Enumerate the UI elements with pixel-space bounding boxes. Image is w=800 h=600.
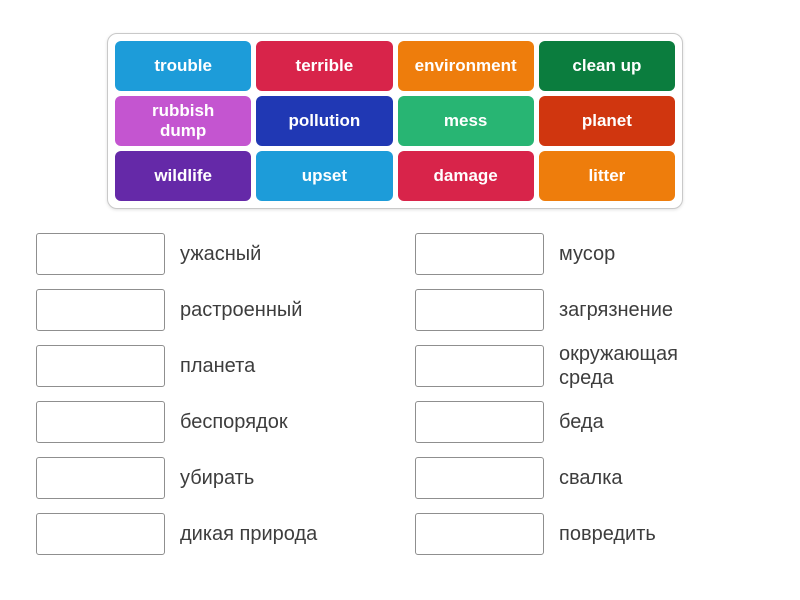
match-label: свалка [559, 467, 623, 489]
match-label: убирать [180, 467, 255, 489]
answer-slot[interactable] [36, 457, 165, 499]
match-row [36, 513, 317, 555]
word-tile[interactable]: environment [398, 41, 534, 91]
match-row [415, 345, 714, 387]
match-label: беда [559, 411, 604, 433]
word-tile[interactable]: clean up [539, 41, 675, 91]
match-row [36, 345, 317, 387]
match-label: планета [180, 355, 256, 377]
answer-slot[interactable] [36, 233, 165, 275]
word-tile[interactable]: rubbish dump [115, 96, 251, 146]
answer-slot[interactable] [415, 513, 544, 555]
answer-slot[interactable] [36, 513, 165, 555]
match-row [415, 401, 714, 443]
match-row [415, 289, 714, 331]
answer-slot[interactable] [415, 345, 544, 387]
match-column-left [36, 233, 317, 569]
word-tile[interactable]: trouble [115, 41, 251, 91]
match-label: загрязнение [559, 299, 673, 321]
match-label: ужасный [180, 243, 262, 265]
word-tile[interactable]: planet [539, 96, 675, 146]
match-label: дикая природа [180, 523, 318, 545]
word-tile-grid [115, 41, 675, 201]
match-label: беспорядок [180, 411, 288, 433]
answer-slot[interactable] [36, 345, 165, 387]
match-column-right [415, 233, 714, 569]
word-tile[interactable]: mess [398, 96, 534, 146]
match-row [36, 401, 317, 443]
answer-slot[interactable] [415, 289, 544, 331]
answer-slot[interactable] [36, 401, 165, 443]
match-label: окружающая среда [559, 343, 678, 389]
match-row [415, 233, 714, 275]
match-row [415, 457, 714, 499]
word-tile[interactable]: damage [398, 151, 534, 201]
word-tile[interactable]: upset [256, 151, 392, 201]
match-label: повредить [559, 523, 656, 545]
word-bank-panel [107, 33, 683, 209]
word-tile[interactable]: wildlife [115, 151, 251, 201]
match-label: растроенный [180, 299, 303, 321]
match-row [415, 513, 714, 555]
answer-slot[interactable] [36, 289, 165, 331]
word-tile[interactable]: pollution [256, 96, 392, 146]
match-row [36, 289, 317, 331]
word-tile[interactable]: litter [539, 151, 675, 201]
answer-slot[interactable] [415, 233, 544, 275]
answer-slot[interactable] [415, 401, 544, 443]
match-row [36, 457, 317, 499]
match-label: мусор [559, 243, 616, 265]
answer-slot[interactable] [415, 457, 544, 499]
word-tile[interactable]: terrible [256, 41, 392, 91]
match-row [36, 233, 317, 275]
